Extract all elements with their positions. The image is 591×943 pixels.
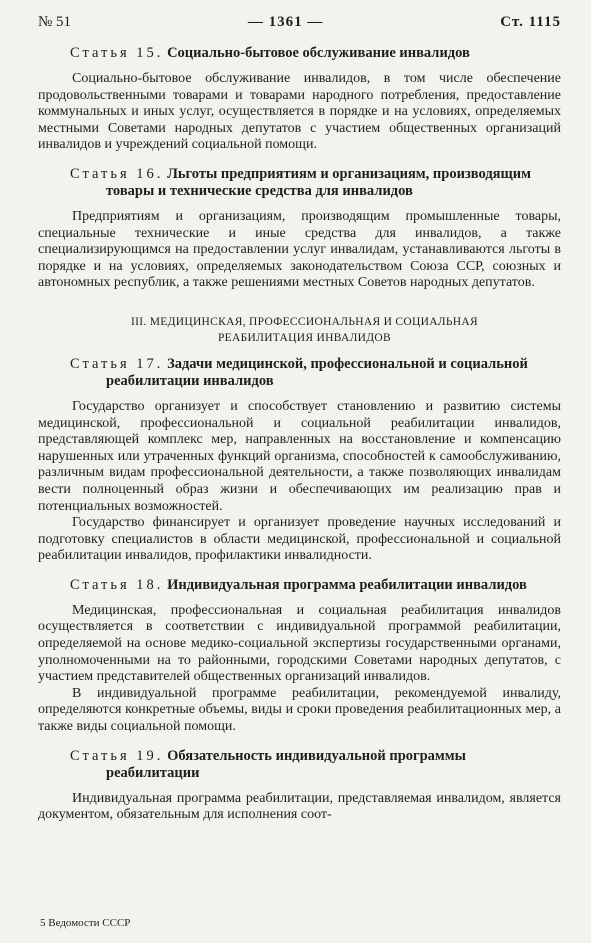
article-17-label: Статья 17.	[70, 355, 164, 372]
section-heading	[78, 314, 531, 346]
article-18-paragraph-2: В индивидуальной программе реабилитации, рекомендуемой инвалиду, определяются конкретные объемы, виды и сроки проведения реабилитационных мер, а также виды социальной помощи.	[38, 685, 561, 735]
article-17-paragraph-1: Государство организует и способствует становлению и развитию системы медицинской, профессиональной и социальной реабилитации инвалидов, представляющей комплекс мер, направленных на восстановление и компенсацию нарушенных или утраченных функций организма, способностей к самообслуживанию, различным видам профессиональной деятельности, а также позволяющих инвалидам вести полноценный образ жизни и обеспечивающих им реализацию прав и потенциальных возможностей.	[38, 398, 561, 514]
article-16-title: Льготы предприятиям и организациям, производящим товары и технические средства для инвалидов	[106, 165, 531, 199]
article-16-label: Статья 16.	[70, 165, 164, 182]
article-19	[38, 748, 561, 824]
section-heading-line2: РЕАБИЛИТАЦИЯ ИНВАЛИДОВ	[217, 331, 392, 344]
article-17	[38, 356, 561, 565]
article-18-heading	[38, 577, 561, 594]
issue-number: № 51	[38, 14, 72, 30]
article-15-heading	[38, 45, 561, 62]
article-16-paragraph: Предприятиям и организациям, производящим промышленные товары, специальные технические и иные средства для инвалидов, а также специализирующимся на предоставлении услуг инвалидам, устанавливаются льготы в порядке и на условиях, определяемых законодательством Союза ССР, союзных и автономных республик, а также решениями местных Советов народных депутатов.	[38, 208, 561, 291]
article-15-paragraph: Социально-бытовое обслуживание инвалидов, в том числе обеспечение продовольственными товарами и товарами народного потребления, предоставление коммунальных и иных услуг, осуществляется в порядке и на условиях, определяемых местными Советами народных депутатов с участием общественных организаций инвалидов и учреждений социальной помощи.	[38, 71, 561, 153]
article-15-title: Социально-бытовое обслуживание инвалидов	[167, 45, 470, 61]
article-16	[38, 166, 561, 292]
article-18	[38, 577, 561, 736]
section-heading-line1: III. МЕДИЦИНСКАЯ, ПРОФЕССИОНАЛЬНАЯ И СОЦИАЛЬНАЯ	[131, 315, 478, 328]
article-19-heading	[38, 748, 561, 782]
page-footer: 5 Ведомости СССР	[40, 917, 131, 929]
article-18-label: Статья 18.	[70, 576, 164, 593]
article-15-label: Статья 15.	[70, 45, 164, 61]
article-17-title: Задачи медицинской, профессиональной и социальной реабилитации инвалидов	[106, 355, 528, 389]
page-number: — 1361 —	[247, 14, 324, 30]
article-ref: Ст. 1115	[500, 14, 561, 30]
article-19-title: Обязательность индивидуальной программы реабилитации	[106, 747, 466, 781]
article-18-paragraph-1: Медицинская, профессиональная и социальная реабилитация инвалидов осуществляется в соответствии с индивидуальной программой реабилитации, определяемой на основе медико-социальной экспертизы государственными органами, уполномоченными на то районными, городскими Советами народных депутатов, с участием представителей общественных организаций инвалидов.	[38, 602, 561, 685]
article-18-title: Индивидуальная программа реабилитации инвалидов	[167, 576, 527, 593]
article-15	[38, 45, 561, 154]
article-19-label: Статья 19.	[70, 747, 164, 764]
article-17-paragraph-2: Государство финансирует и организует проведение научных исследований и подготовку специалистов в области медицинской, профессиональной и социальной реабилитации инвалидов, профилактики инвалидности.	[38, 515, 561, 564]
article-19-paragraph: Индивидуальная программа реабилитации, представляемая инвалидом, является документом, обязательным для исполнения соот-	[38, 790, 561, 823]
article-16-heading	[38, 166, 561, 200]
article-17-heading	[38, 356, 561, 390]
page-header	[38, 14, 561, 31]
